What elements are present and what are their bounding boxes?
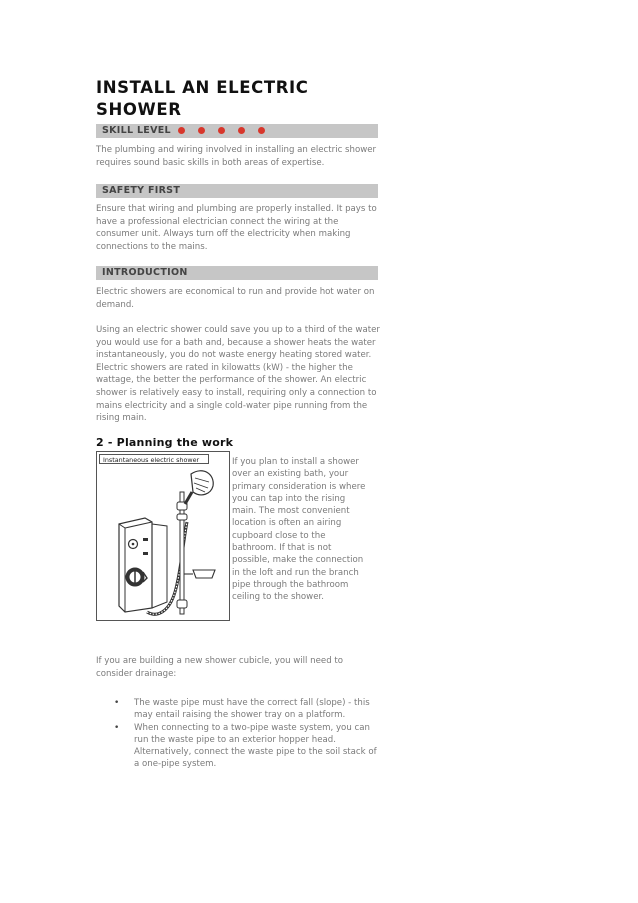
rating-dot	[238, 127, 245, 134]
planning-side-text: If you plan to install a shower over an existing bath, your primary consideration is where you can tap into the rising main. The most convenient location is often an airing cupboard close to the bathroom. If that is not possible, make the connection in the loft and run the branch pipe through the bathroom ceiling to the shower.	[232, 457, 366, 603]
rating-dot	[198, 127, 205, 134]
safety-first-bar	[96, 184, 378, 198]
planning-heading: 2 - Planning the work	[96, 436, 234, 449]
introduction-label: INTRODUCTION	[102, 267, 188, 278]
safety-first-text: Ensure that wiring and plumbing are properly installed. It pays to have a professional electrician connect the wiring at the consumer unit. Always turn off the electricity when making connections to the mains.	[96, 204, 377, 252]
introduction-bar	[96, 266, 378, 280]
skill-level-label: SKILL LEVEL	[102, 125, 171, 136]
list-item-text: When connecting to a two-pipe waste system, you can run the waste pipe to an exterior hopper head. Alternatively, connect the waste pipe to the soil stack of a one-pipe system.	[134, 722, 377, 770]
intro-paragraph-1: Electric showers are economical to run and provide hot water on demand.	[96, 287, 375, 310]
skill-level-rating	[178, 127, 265, 134]
cubicle-text: If you are building a new shower cubicle, you will need to consider drainage:	[96, 656, 344, 679]
page-title: INSTALL AN ELECTRIC SHOWER	[96, 78, 309, 119]
skill-level-text: The plumbing and wiring involved in installing an electric shower requires sound basic skills in both areas of expertise.	[96, 145, 377, 168]
intro-paragraph-2: Using an electric shower could save you up to a third of the water you would use for a bath and, because a shower heats the water instantaneously, you do not waste energy heating stored water. Electric showers are rated in kilowatts (kW) - the higher the wattage, the better the performance of the shower. An electric shower is relatively easy to install, requiring only a connection to mains electricity and a single cold-water pipe running from the rising main.	[96, 325, 380, 424]
electric-shower-drawing	[97, 452, 229, 620]
figure-caption: Instantaneous electric shower	[99, 454, 209, 464]
rating-dot	[258, 127, 265, 134]
skill-level-bar	[96, 124, 378, 138]
shower-illustration	[96, 451, 230, 621]
drainage-list	[96, 697, 381, 771]
rating-dot	[178, 127, 185, 134]
list-item	[96, 697, 381, 722]
list-item	[96, 722, 381, 771]
bullet-icon: •	[114, 722, 120, 733]
safety-first-label: SAFETY FIRST	[102, 185, 181, 196]
list-item-text: The waste pipe must have the correct fall (slope) - this may entail raising the shower tray on a platform.	[134, 698, 370, 721]
rating-dot	[218, 127, 225, 134]
bullet-icon: •	[114, 698, 120, 708]
